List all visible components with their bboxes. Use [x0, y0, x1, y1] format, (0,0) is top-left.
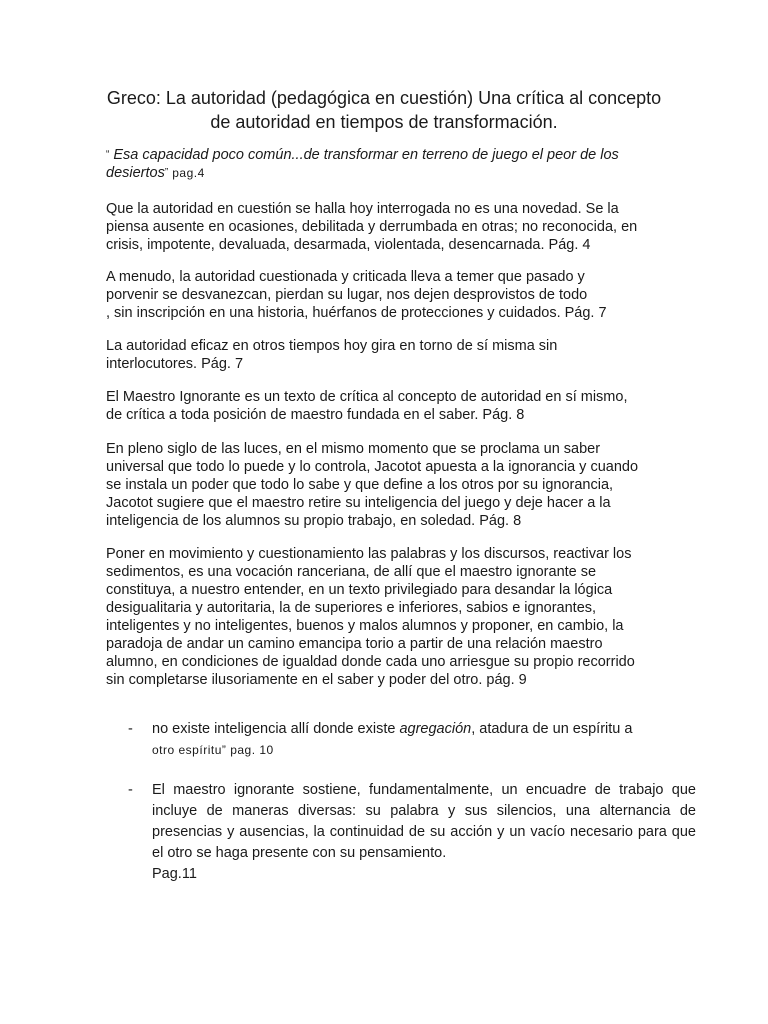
- list-dash: -: [128, 721, 133, 737]
- paragraph-5: [106, 440, 686, 530]
- paragraph-line: En pleno siglo de las luces, en el mismo momento que se proclama un saber: [106, 441, 601, 457]
- paragraph-line: El Maestro Ignorante es un texto de crítica al concepto de autoridad en sí mismo,: [106, 389, 628, 405]
- paragraph-line: piensa ausente en ocasiones, debilitada y derrumbada en otras; no reconocida, en: [106, 219, 638, 235]
- list-item-line-1: [152, 719, 696, 740]
- paragraph-line: Jacotot sugiere que el maestro retire su inteligencia del juego y deje hacer a la: [106, 495, 611, 511]
- paragraph-line: porvenir se desvanezcan, pierdan su lugar, nos dejen desprovistos de todo: [106, 287, 588, 303]
- title-line-1: Greco: La autoridad (pedagógica en cuestión) Una crítica al concepto: [106, 88, 662, 108]
- paragraph-4: [106, 388, 686, 424]
- list-item: [106, 719, 690, 763]
- paragraph-line: inteligencia de los alumnos su propio trabajo, en soledad. Pág. 8: [106, 513, 522, 529]
- quote-line-2: desiertos: [106, 165, 165, 181]
- paragraph-line: paradoja de andar un camino emancipa torio a partir de una relación maestro: [106, 636, 603, 652]
- paragraph-line: crisis, impotente, devaluada, desarmada, violentada, desencarnada. Pág. 4: [106, 237, 591, 253]
- quote-close-mark: ”: [164, 167, 169, 178]
- list-item-text: [152, 780, 696, 885]
- list-item: [106, 780, 696, 890]
- quote-page-ref: pag.4: [172, 166, 205, 180]
- paragraph-line: Que la autoridad en cuestión se halla hoy interrogada no es una novedad. Se la: [106, 201, 619, 217]
- title-line-2: de autoridad en tiempos de transformación.: [210, 112, 558, 132]
- paragraph-line: se instala un poder que todo lo sabe y que define a los otros por su ignorancia,: [106, 477, 614, 493]
- paragraph-line: A menudo, la autoridad cuestionada y criticada lleva a temer que pasado y: [106, 269, 585, 285]
- quote-open-mark: “: [106, 149, 110, 160]
- list-dash: -: [128, 782, 133, 798]
- list-item-text-before: no existe inteligencia allí donde existe: [152, 721, 400, 737]
- list-item-line-2: otro espíritu” pag. 10: [152, 743, 274, 757]
- paragraph-line: inteligentes y no inteligentes, buenos y malos alumnos y proponer, en cambio, la: [106, 618, 624, 634]
- list-item-text: [152, 719, 696, 761]
- list-item-text-after: , atadura de un espíritu a: [471, 721, 633, 737]
- paragraph-line: interlocutores. Pág. 7: [106, 356, 244, 372]
- paragraph-line: Poner en movimiento y cuestionamiento las palabras y los discursos, reactivar los: [106, 546, 632, 562]
- paragraph-line: constituya, a nuestro entender, en un texto privilegiado para desandar la lógica: [106, 582, 613, 598]
- list-item-emphasis: agregación: [399, 721, 472, 737]
- paragraph-line: alumno, en condiciones de igualdad donde cada uno arriesgue su propio recorrido: [106, 654, 635, 670]
- paragraph-1: [106, 200, 686, 254]
- document-title: [100, 86, 668, 134]
- paragraph-line: sin completarse ilusoriamente en el saber y poder del otro. pág. 9: [106, 672, 527, 688]
- paragraph-3: [106, 337, 686, 373]
- paragraph-line: La autoridad eficaz en otros tiempos hoy gira en torno de sí misma sin: [106, 338, 558, 354]
- paragraph-line: de crítica a toda posición de maestro fundada en el saber. Pág. 8: [106, 407, 525, 423]
- paragraph-line: universal que todo lo puede y lo controla, Jacotot apuesta a la ignorancia y cuando: [106, 459, 639, 475]
- paragraph-6: [106, 545, 686, 689]
- paragraph-line: desigualitaria y autoritaria, la de superiores e inferiores, sabios e ignorantes,: [106, 600, 597, 616]
- paragraph-2: [106, 268, 686, 322]
- list-item-page-ref: Pag.11: [152, 866, 197, 882]
- quote-line-1: Esa capacidad poco común...de transformar en terreno de juego el peor de los: [113, 147, 619, 163]
- paragraph-line: sedimentos, es una vocación ranceriana, de allí que el maestro ignorante se: [106, 564, 597, 580]
- epigraph-quote: [106, 146, 686, 182]
- paragraph-line: , sin inscripción en una historia, huérfanos de protecciones y cuidados. Pág. 7: [106, 305, 607, 321]
- list-item-body: El maestro ignorante sostiene, fundamentalmente, un encuadre de trabajo que incluye de maneras diversas: su palabra y sus silencios, una alternancia de presencias y ausencias, la continuidad de su acción y un vacío necesario para que el otro se haga presente con su pensamiento.: [152, 782, 696, 861]
